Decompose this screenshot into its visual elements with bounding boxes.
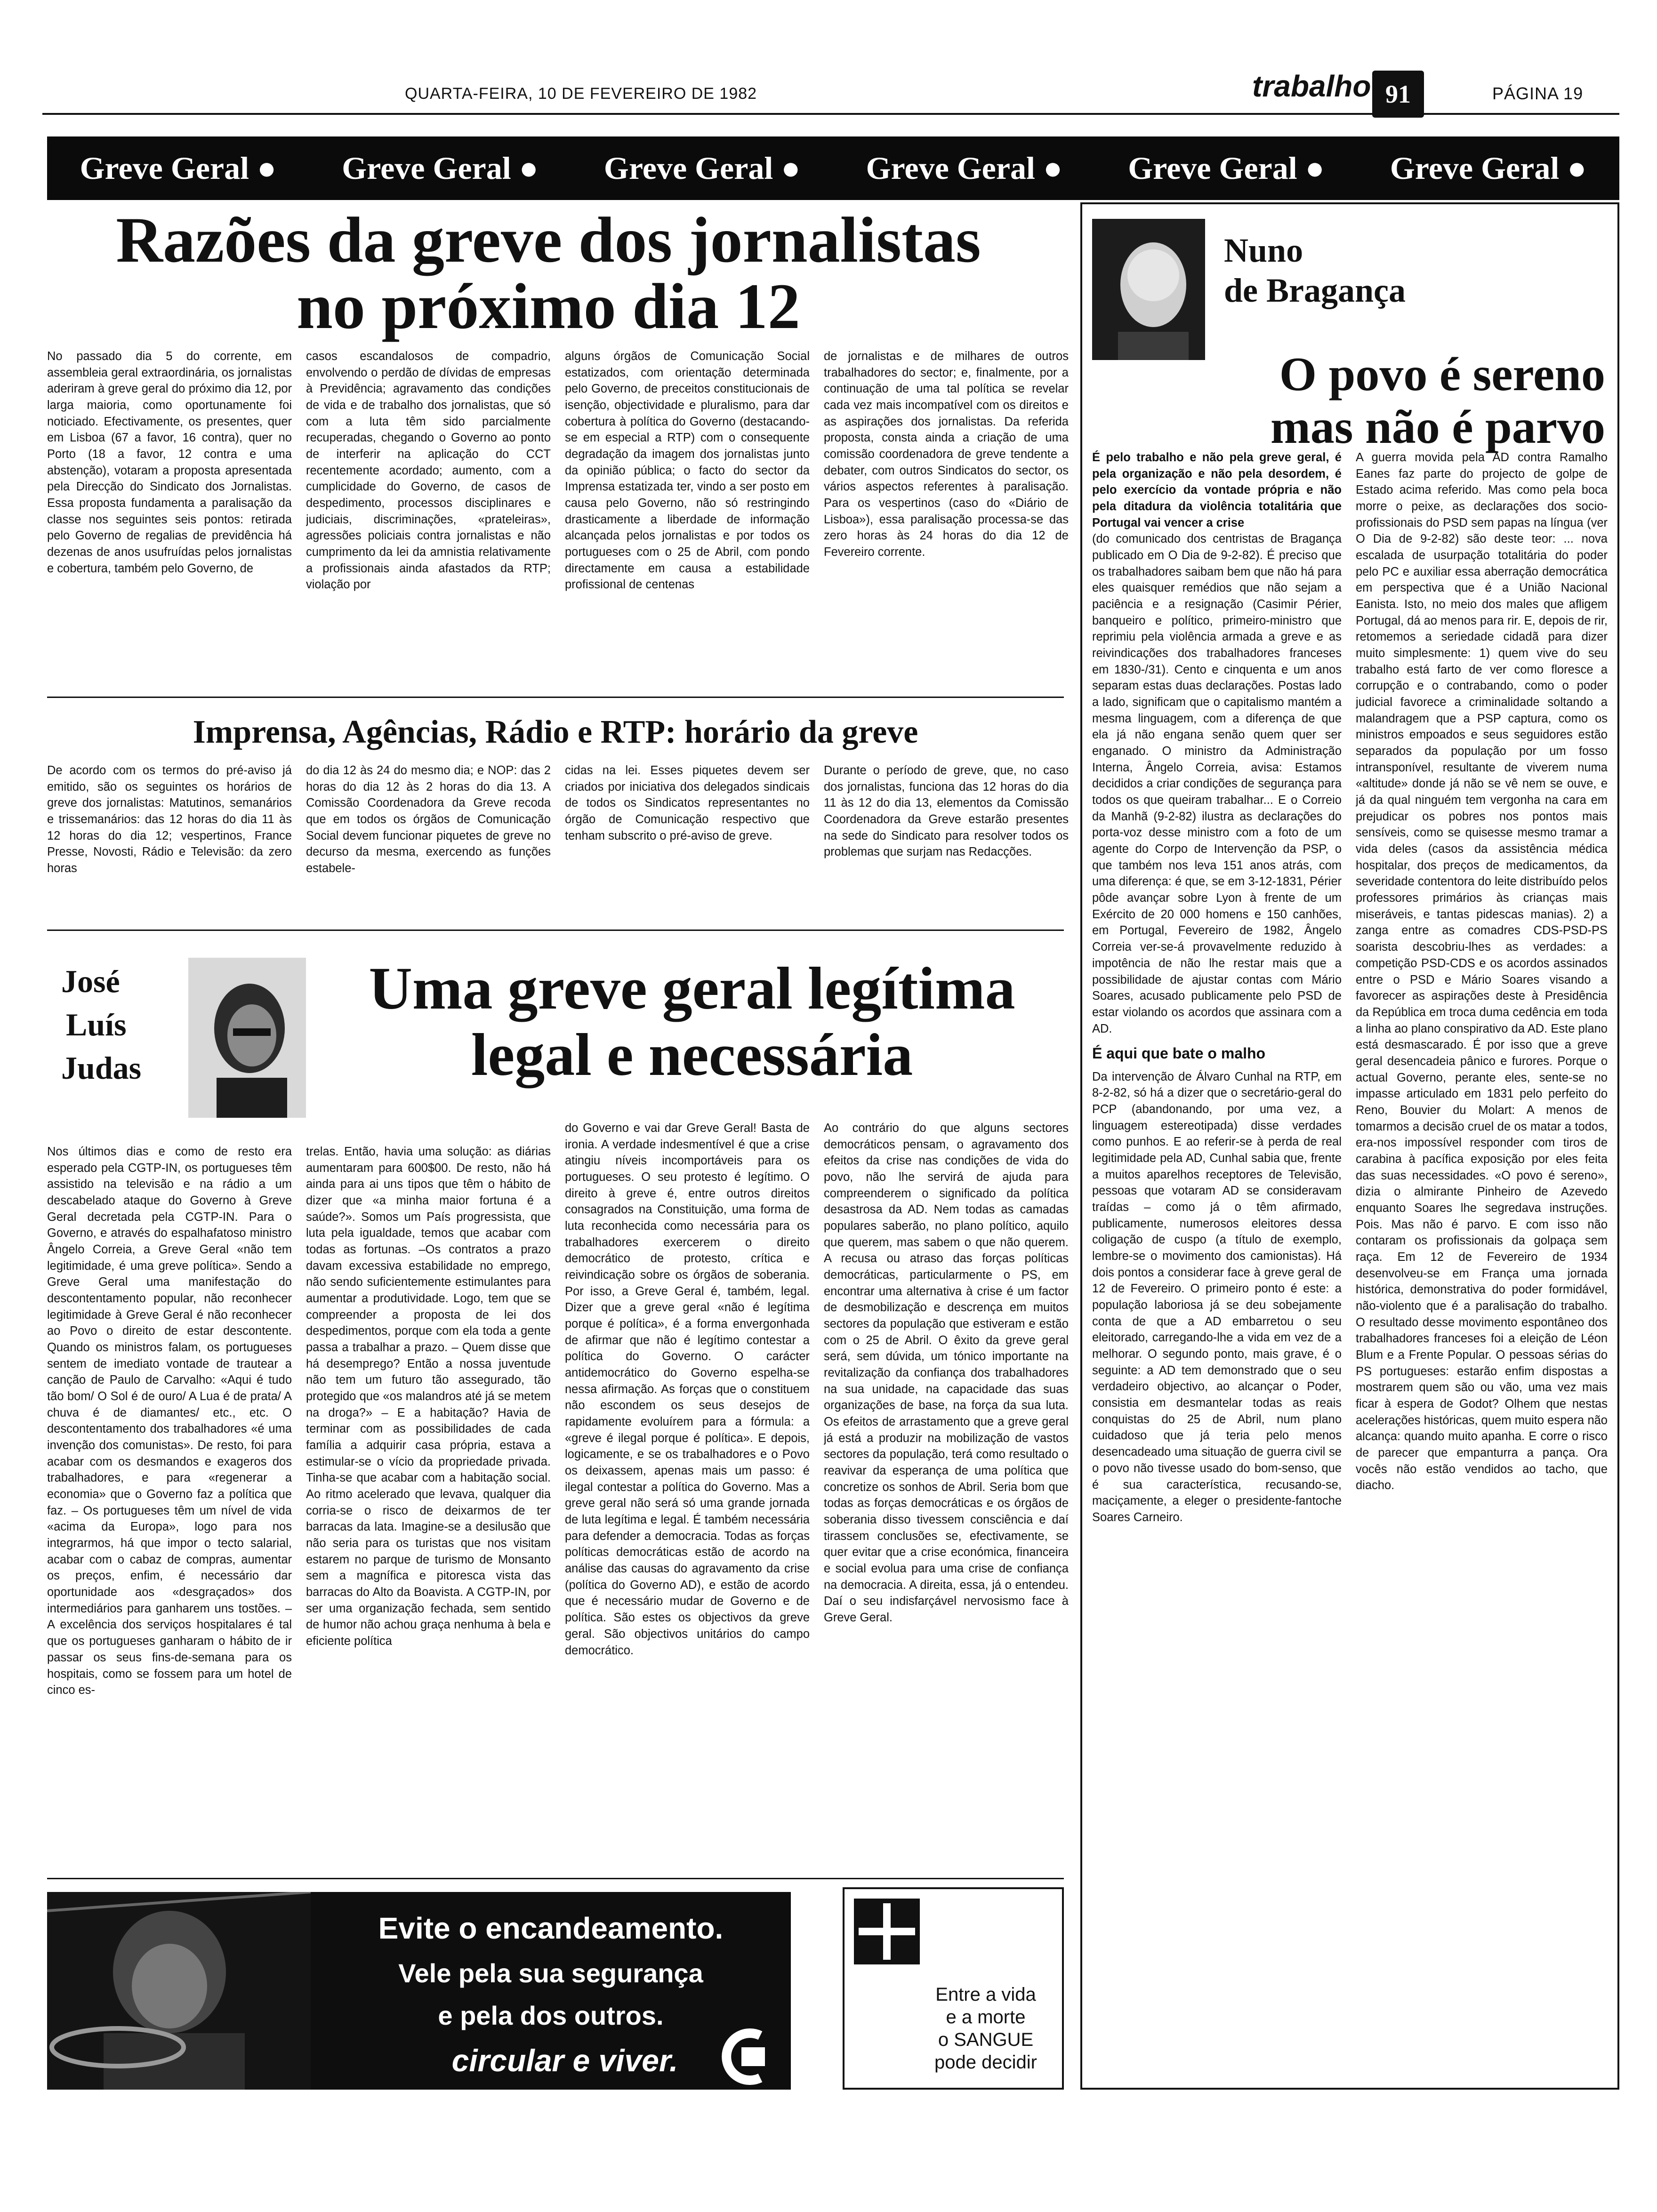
article3-title-line1: Uma greve geral legítima <box>369 955 1015 1022</box>
article1-rule <box>47 697 1064 698</box>
article1-title-line2: no próximo dia 12 <box>297 270 800 342</box>
blood-ad-text <box>915 1983 1056 2074</box>
sidebar-author-line2: de Bragança <box>1224 271 1406 309</box>
masthead-logo <box>1372 71 1424 118</box>
article3-column-2: trelas. Então, havia uma solução: as diárias aumentaram para 600$00. De resto, não há ainda para ai uns tipos que têm o hábito de dizer que «a minha maior fortuna é a saúde?». Somos um País progressista, que luta pela igualdade, temos que acabar com todas as fortunas. –Os contratos a prazo davam excessiva estabilidade no emprego, não sendo suficientemente estimulantes para aumentar a produtividade. Logo, tem que se compreender a proposta de lei dos despedimentos, porque com ela toda a gente passa a trabalhar a prazo. – Quem disse que há desemprego? Então a nossa juventude não tem um futuro tão assegurado, tão protegido que «os malandros até já se metem na droga?» – E a habitação? Havia de terminar com as possibilidades de cada família a adquirir casa própria, estava a estimular-se o vício da propriedade privada. Tinha-se que acabar com a habitação social. Ao ritmo acelerado que levava, qualquer dia corria-se o risco de deixarmos de ter barracas da lata. Imagine-se a desilusão que não seria para os turistas que nos visitam estarem no parque de turismo de Monsanto sem a magnífica e pitoresca vista das barracas do Alto da Boavista. A CGTP-IN, por ser uma organização fechada, sem sentido de humor não achou graça nenhuma à bela e eficiente política <box>306 1145 551 1648</box>
masthead-logo-text: 91 <box>1385 80 1411 108</box>
sidebar-subhead: É aqui que bate o malho <box>1092 1045 1266 1062</box>
issue-date: QUARTA-FEIRA, 10 DE FEVEREIRO DE 1982 <box>405 85 757 103</box>
ad-line-1: Evite o encandeamento. <box>378 1911 724 1945</box>
page-number: PÁGINA 19 <box>1492 84 1584 103</box>
portrait-image <box>188 958 306 1118</box>
road-safety-ad <box>47 1892 791 2090</box>
sidebar-paragraph: Da intervenção de Álvaro Cunhal na RTP, em 8-2-82, só há a dizer que o secretário-geral do PCP (abandonando, por uma vez, a linguagem estereotipada) disse verdades como punhos. E ao referir-se à perda de real legitimidade pela AD, Cunhal sabia que, frente a muitos aparelhos receptores de Televisão, pessoas que votaram AD se consideravam traídas – como já o têm afirmado, publicamente, numerosos eleitores dessa coligação de cuspo (a título de exemplo, lembre-se o movimento dos camionistas). Há dois pontos a considerar face à greve geral de 12 de Fevereiro. O primeiro ponto é este: a população laboriosa já se deu sobejamente conta de que a AD embarretou o seu eleitorado, carregando-lhe a vida em vez de a melhorar. O segundo ponto, mais grave, é o seguinte: a AD tem demonstrado que o seu verdadeiro objectivo, ao alcançar o Poder, consistia em desmantelar todas as reais conquistas do 25 de Abril, num plano cuidadoso que já teria pelo menos desencadeado uma situação de guerra civil se o povo não tivesse usado do bom-senso, que é sua característica, recusando-se, maciçamente, a eleger o presidente-fantoche Soares Carneiro. <box>1092 1070 1342 1524</box>
author-photo-judas <box>188 958 306 1118</box>
blood-ad-line-2: e a morte <box>946 2007 1026 2028</box>
portrait-image <box>1092 219 1205 360</box>
sidebar-column-1 <box>1092 449 1342 2068</box>
bottom-rule <box>47 1878 1064 1879</box>
article1-column-3: alguns órgãos de Comunicação Social estatizados, com orientação determinada pelo Governo, de preceitos constitucionais de isenção, objectividade e pluralismo, para dar cobertura à política do Governo (destacando-se em especial a RTP) com o consequente degradação da imagem dos jornalistas junto da opinião pública; o facto do sector da Imprensa estatizada ter, vindo a ser posto em causa pelo Governo, não só restringindo drasticamente a liberdade de informação alcançada pelos jornalistas e por todos os portugueses com o 25 de Abril, com pondo directamente em causa a estabilidade profissional de centenas <box>565 350 810 592</box>
article3-author-line2: Luís <box>66 1006 127 1042</box>
blood-ad-line-3: o SANGUE <box>938 2029 1034 2050</box>
banner-item: Greve Geral ● <box>866 150 1063 186</box>
sidebar-column-2: A guerra movida pela AD contra Ramalho Eanes faz parte do projecto de golpe de Estado acima referido. Mas como pela boca morre o peixe, as declarações dos socio-profissionais do PSD sem papas na língua (ver O Dia de 9-2-82) são deste teor: ... nova escalada de usurpação totalitária do poder pelo PC e auxiliar essa aberração democrática em perspectiva que é a União Nacional Eanista. Isto, no meio dos males que afligem Portugal, dá ao menos para rir. E, depois de rir, retomemos a seriedade cidadã para dizer muito simplesmente: 1) quem vive do seu trabalho está farto de ver como floresce a corrupção e o contrabando, como o poder judicial favorece a criminalidade soltando a malandragem que a PSP captura, como os ministros empoados e seus seguidores estão separados da população por um fosso intransponível, resultante de viverem numa «altitude» donde já não se vê nem se ouve, e já da qual ninguém tem vergonha na cara em prejudicar os pobres nos pontos mais sensíveis, como se quisesse mesmo tramar a vida deles (casos da assistência médica hospitalar, dos preços de medicamentos, da severidade contentora do leite distribuído pelos professores primários às crianças mais miseráveis, e tantas pidescas manias). 2) a zanga entre as comadres CDS-PSD-PS soarista descobriu-lhes as verdades: a competição PSD-CDS e os acordos assinados entre o PSD e Mário Soares visando a favorecer as aspirações deste à Presidência da República em troca duma cedência em toda a linha ao plano conspirativo da AD. Este plano está desmascarado. É por isso que a greve geral desencadeia pânico e furores. Porque o actual Governo, perante eles, sente-se no impasse articulado em 1831 pelo perfeito do Reno, Bouvier du Molart: A menos de tomarmos a decisão cruel de os matar a todos, era-nos impossível responder com tiros de carabina à pacífica exposição por eles feita das suas necessidades. «O povo é sereno», dizia o almirante Pinheiro de Azevedo enquanto Soares lhe segredava instruções. Pois. Mas não é parvo. E com isso não contaram os profissionais da golpaça sem raça. Em 12 de Fevereiro de 1934 desenvolveu-se em França uma jornada histórica, demonstrativa do poder formidável, não-violento que é a paralisação do trabalho. O resultado desse movimento espontâneo dos trabalhadores franceses foi a eleição de Léon Blum e a Frente Popular. O pessoas sérias do PS portugueses: estarão enfim dispostas a mostrarem quem são ou vão, uma vez mais ficar à espera de Godot? Olhem que nestas acelerações históricas, quem muito espera não alcança: quando muito apanha. E corre o risco de parecer que empanturra a pança. Ora vocês não estão vendidos ao tacho, que diacho. <box>1356 451 1608 1492</box>
cross-icon <box>854 1899 920 1964</box>
article2-rule <box>47 930 1064 931</box>
article1-column-4: de jornalistas e de milhares de outros trabalhadores do sector; e, finalmente, por a continuação de uma tal política se revelar cada vez mais incompatível com os direitos e as aspirações dos jornalistas. Da referida proposta, consta ainda a criação de uma comissão coordenadora de greve tendente a debater, com outros Sindicatos do sector, os vários aspectos referentes à paralisação. Para os vespertinos (caso do «Diário de Lisboa»), essa paralisação processa-se das zero horas às 24 horas do dia 12 de Fevereiro corrente. <box>824 350 1069 559</box>
ad-slogan: circular e viver. <box>451 2043 678 2078</box>
article2-title: Imprensa, Agências, Rádio e RTP: horário da greve <box>193 714 918 750</box>
ad-line-2: Vele pela sua segurança <box>398 1958 703 1988</box>
article3-title-line2: legal e necessária <box>471 1021 913 1088</box>
article1-title-line1: Razões da greve dos jornalistas <box>116 204 981 276</box>
article3-author-line1: José <box>61 963 120 999</box>
ad-logo-icon <box>716 2028 772 2085</box>
banner-item: Greve Geral ● <box>1128 150 1325 186</box>
sidebar-title-line1: O povo é sereno <box>1279 348 1605 401</box>
article2-column-2: do dia 12 às 24 do mesmo dia; e NOP: das 2 horas do dia 12 às 2 horas do dia 13. A Comissão Coordenadora da Greve recoda que em todos os órgãos de Comunicação Social devem funcionar piquetes de greve no decurso da mesma, exercendo as funções estabele- <box>306 764 551 875</box>
banner-item: Greve Geral ● <box>80 150 277 186</box>
article2-column-3: cidas na lei. Esses piquetes devem ser criados por iniciativa dos delegados sindicais de todos os Sindicatos representantes no órgão de Comunicação respectivo que tenham subscrito o pré-aviso de greve. <box>565 764 810 842</box>
banner-item: Greve Geral ● <box>1390 150 1587 186</box>
greve-geral-banner <box>47 136 1619 200</box>
article1-column-2: casos escandalosos de compadrio, envolvendo o perdão de dívidas de empresas à Previdência; agravamento das condições de vida e de trabalho dos jornalistas, que só com a luta têm sido parcialmente recuperadas, chegando o Governo ao ponto de interferir na aplicação do CCT recentemente acordado; aumento, com a cumplicidade do Governo, de casos de despedimento, processos disciplinares e judiciais, discriminações, «prateleiras», agressões policiais contra jornalistas e não cumprimento da lei da amnistia relativamente a profissionais ainda afastados da RTP; violação por <box>306 350 551 592</box>
blood-ad-line-4: pode decidir <box>934 2052 1037 2073</box>
sidebar-title <box>1219 348 1605 454</box>
article1-title <box>47 204 1050 342</box>
sidebar-title-line2: mas não é parvo <box>1270 401 1605 454</box>
banner-item: Greve Geral ● <box>342 150 539 186</box>
article3-title <box>320 955 1064 1088</box>
banner-item: Greve Geral ● <box>603 150 801 186</box>
blood-ad-line-1: Entre a vida <box>935 1984 1036 2005</box>
article3-column-4: Ao contrário do que alguns sectores democráticos pensam, o agravamento dos efeitos da crise nas condições de vida do povo, não lhe servirá de ajuda para compreenderem o significado da política desastrosa da AD. Nem todas as camadas populares saberão, no plano político, aquilo que querem, mas sabem o que não querem. A recusa ou atraso das forças políticas democráticas, particularmente o PS, em encontrar uma alternativa à crise é um factor de desmobilização e descrença em muitos sectores da população que estiveram e estão com o 25 de Abril. O êxito da greve geral será, sem dúvida, um tónico importante na revitalização da confiança dos trabalhadores na sua unidade, na capacidade das suas organizações de base, na força da sua luta. Os efeitos de arrastamento que a greve geral já está a produzir na mobilização de vastos sectores da população, terá como resultado o reavivar da esperança de uma política que concretize os sonhos de Abril. Seria bom que todas as forças democráticas e os órgãos de soberania disso tivessem consciência e daí tirassem conclusões se, efectivamente, se quer evitar que a crise económica, financeira e social evolua para uma crise de confiança na democracia. A direita, essa, já o entendeu. Daí o seu indisfarçável nervosismo face à Greve Geral. <box>824 1122 1069 1625</box>
masthead-brand: trabalho <box>1252 69 1371 103</box>
header-rule <box>42 113 1619 115</box>
driver-illustration <box>47 1892 311 2090</box>
article1-column-1: No passado dia 5 do corrente, em assembleia geral extraordinária, os jornalistas aderiram à greve geral do próximo dia 12, por larga maioria, como oportunamente foi noticiado. Efectivamente, os presentes, quer em Lisboa (67 a favor, 16 contra), quer no Porto (18 a favor, 12 contra e uma abstenção), votaram a proposta apresentada pela Direcção do Sindicato dos Jornalistas. Essa proposta fundamenta a paralisação da classe nos seguintes seis pontos: retirada pelo Governo de regalias de previdência há dezenas de anos usufruídas pelos jornalistas e cobertura, também pelo Governo, de <box>47 350 292 575</box>
sidebar-author <box>1224 231 1601 311</box>
sidebar-author-line1: Nuno <box>1224 232 1303 269</box>
article3-column-1: Nos últimos dias e como de resto era esperado pela CGTP-IN, os portugueses têm assistido na televisão e na rádio a um descabelado ataque do Governo à Greve Geral decretada pela CGTP-IN. Para o Governo, e através do espalhafatoso ministro Ângelo Correia, a Greve Geral «não tem legitimidade, é uma greve política». Sendo a Greve Geral uma manifestação do descontentamento popular, não reconhecer legitimidade à Greve Geral é não reconhecer ao Povo o direito de estar descontente. Quando os ministros falam, os portugueses sentem de imediato vontade de trautear a canção de Paulo de Carvalho: «Aqui é tudo tão bom/ O Sol é de ouro/ A Lua é de prata/ A chuva é de diamantes/ etc., etc. O descontentamento dos trabalhadores «é uma invenção dos comunistas». De resto, foi para acabar com os desmandos e exageros dos trabalhadores, e para «regenerar a economia» que o Governo faz a política que faz. – Os portugueses têm um nível de vida «acima da Europa», logo para nos integrarmos, há que impor o tecto salarial, acabar com o cabaz de compras, aumentar os preços, enfim, é necessário dar oportunidade aos «desgraçados» dos intermediários para ganharem uns tostões. – A excelência dos serviços hospitalares é tal que os portugueses ganharam o hábito de ir passar os seus fins-de-semana para os hospitais, como se fossem para um hotel de cinco es- <box>47 1145 292 1697</box>
sidebar-lead-quote: É pelo trabalho e não pela greve geral, é pela organização e não pela desordem, é pelo exercício da vontade própria e não pela ditadura da violência totalitária que Portugal vai vencer a crise <box>1092 451 1342 529</box>
article3-column-3: do Governo e vai dar Greve Geral! Basta de ironia. A verdade indesmentível é que a crise atingiu níveis incomportáveis para os portugueses. O seu protesto é legítimo. O direito à greve é, entre outros direitos consagrados na Constituição, uma forma de luta reconhecida como necessária para os trabalhadores exercerem o direito democrático de protesto, crítica e reivindicação sobre os órgãos de soberania. Por isso, a Greve Geral é, também, legal. Dizer que a greve geral «não é legítima porque é política», é a forma envergonhada de afirmar que não é legítimo contestar a política do Governo. O carácter antidemocrático do Governo espelha-se nessa afirmação. As forças que o constituem não escondem os seus desejos de rapidamente evoluírem para a fórmula: a «greve é ilegal porque é política». E depois, logicamente, e se os trabalhadores e o Povo os deixassem, apenas mais um passo: é ilegal contestar a política do Governo. Mas a greve geral não será só uma grande jornada de luta legítima e legal. É também necessária para defender a democracia. Todas as forças políticas democráticas estão de acordo na análise das causas do agravamento da crise (política do Governo AD), e estão de acordo que é necessário mudar de Governo e de política. São estes os objectivos da greve geral. São objectivos unitários do campo democrático. <box>565 1122 810 1657</box>
author-photo-braganca <box>1092 219 1205 360</box>
article3-author-line3: Judas <box>61 1050 142 1086</box>
article3-author <box>61 960 193 1090</box>
blood-donation-ad <box>843 1887 1064 2090</box>
sidebar-paragraph: (do comunicado dos centristas de Bragança publicado em O Dia de 9-2-82). É preciso que os trabalhadores saibam bem que não há para eles quaisquer remédios que não sejam a paciência e a resignação (Casimir Périer, banqueiro e político, primeiro-ministro que reprimiu pela violência armada a greve e as reivindicações dos trabalhadores franceses em 1830-/31). Cento e cinquenta e um anos separam estas duas declarações. Postas lado a lado, significam que o capitalismo mantém a mesma linguagem, com a diferença de que ela já não engana senão quem quer ser enganado. O ministro da Administração Interna, Ângelo Correia, avisa: Estamos decididos a criar condições de segurança para todos os que queiram trabalhar... E o Correio da Manhã (9-2-82) ilustra as declarações do porta-voz desse ministro com a foto de um agente do Corpo de Intervenção da PSP, o que também nos leva 151 anos atrás, com uma diferença: é que, se em 3-12-1831, Périer pôde avançar sobre Lyon à frente de um Exército de 20 000 homens e 150 canhões, em Portugal, Fevereiro de 1982, Ângelo Correia ver-se-á provavelmente reduzido à impotência de não lhe restar mais que a possibilidade de ajustar contas com Mário Soares, acusado publicamente pelo PSD de estar violando os acordos que assinara com a AD. <box>1092 532 1342 1035</box>
ad-line-3: e pela dos outros. <box>438 2001 664 2030</box>
article2-column-1: De acordo com os termos do pré-aviso já emitido, são os seguintes os horários de greve dos jornalistas: Matutinos, semanários e trissemanários: das 12 horas do dia 11 às 12 horas do dia 12; vespertinos, France Presse, Novosti, Rádio e Televisão: da zero horas <box>47 764 292 875</box>
article2-column-4: Durante o período de greve, que, no caso dos jornalistas, funciona das 12 horas do dia 11 às 12 do dia 13, elementos da Comissão Coordenadora da Greve estarão presentes na sede do Sindicato para resolver todos os problemas que surjam nas Redacções. <box>824 764 1069 859</box>
